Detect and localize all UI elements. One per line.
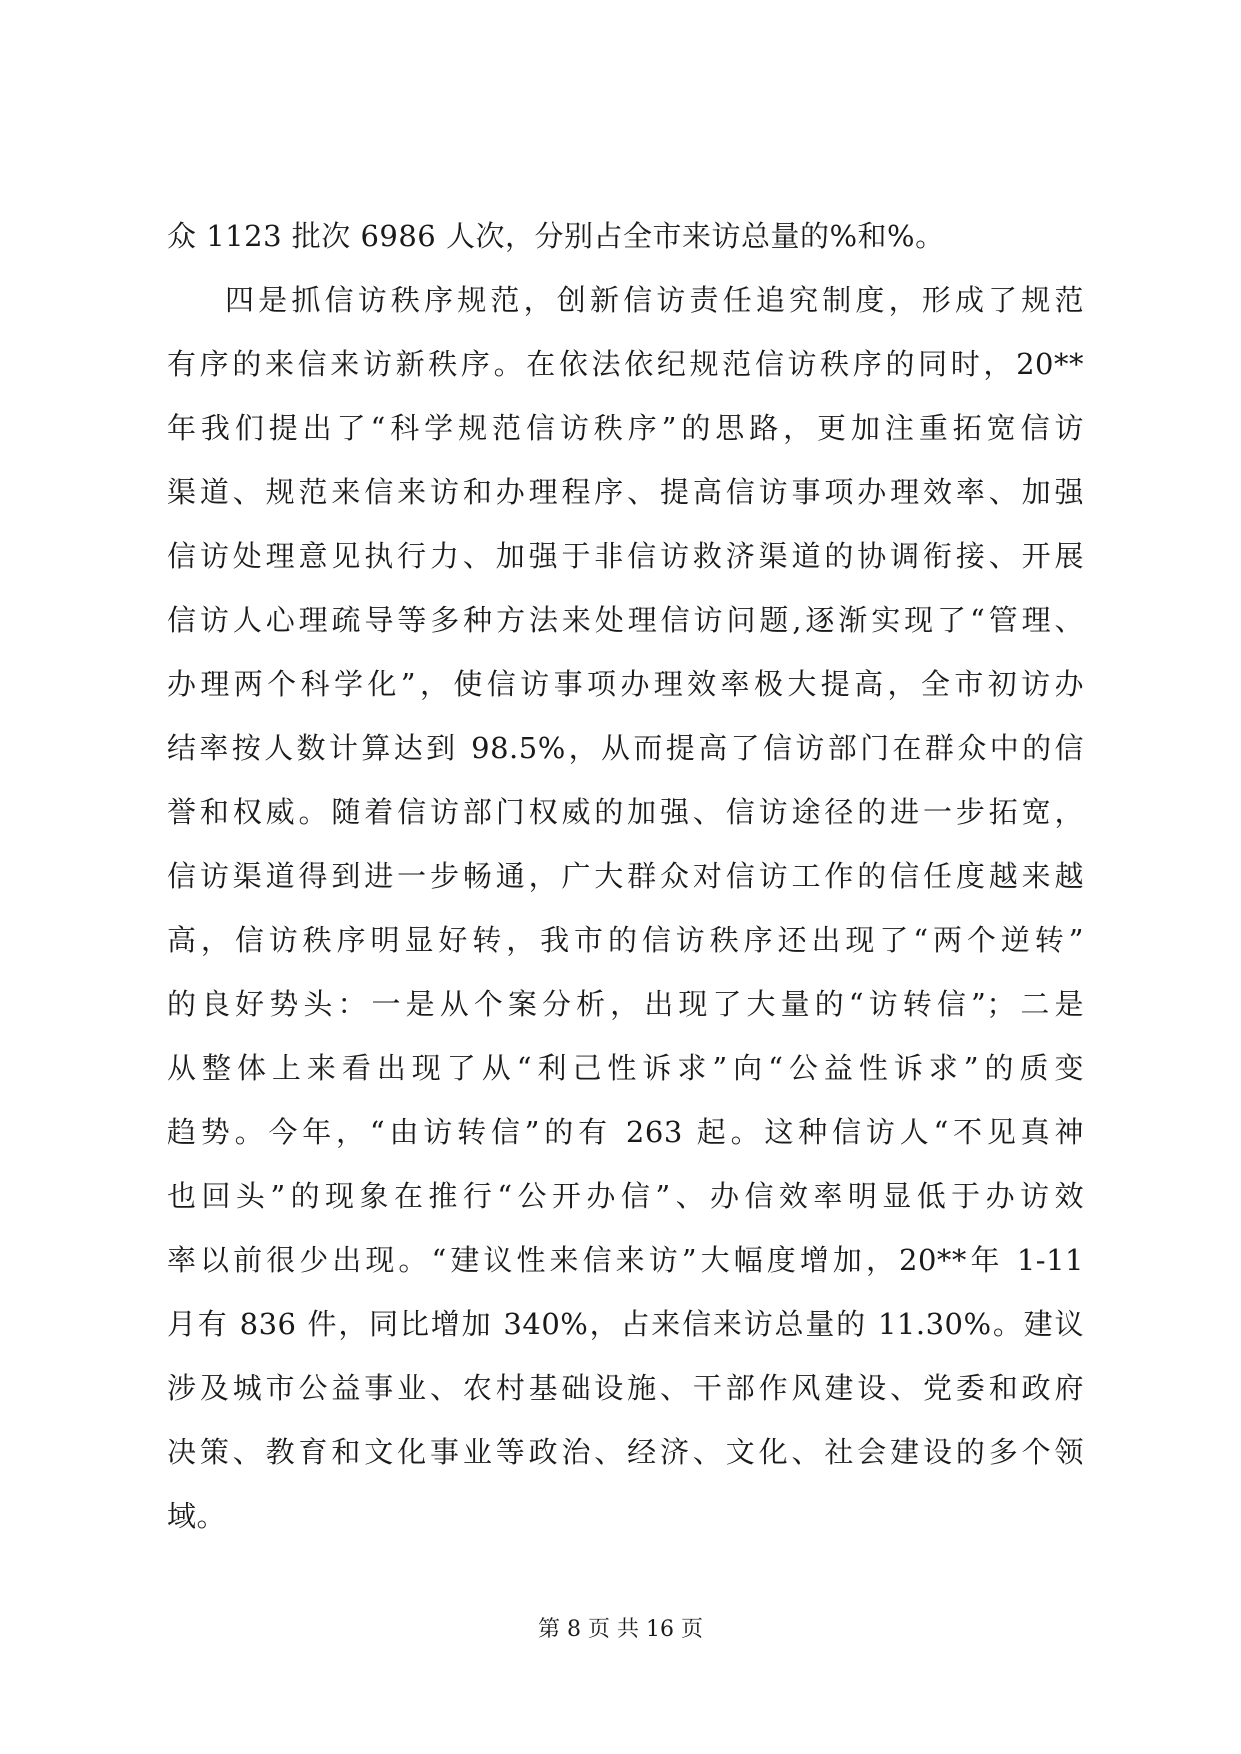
text-line: 域。 xyxy=(167,1499,227,1533)
body-text xyxy=(167,204,1084,1548)
page-footer: 第 8 页 共 16 页 xyxy=(538,1617,703,1642)
text-line: 信访处理意见执行力、加强于非信访救济渠道的协调衔接、开展 xyxy=(167,539,1084,573)
text-line: 从整体上来看出现了从“利己性诉求”向“公益性诉求”的质变 xyxy=(167,1051,1084,1085)
text-line: 众 1123 批次 6986 人次，分别占全市来访总量的%和%。 xyxy=(167,219,945,253)
text-line: 年我们提出了“科学规范信访秩序”的思路，更加注重拓宽信访 xyxy=(167,411,1084,445)
text-line: 信访人心理疏导等多种方法来处理信访问题,逐渐实现了“管理、 xyxy=(167,603,1084,637)
text-line: 月有 836 件，同比增加 340%，占来信来访总量的 11.30%。建议 xyxy=(167,1307,1084,1341)
text-line: 信访渠道得到进一步畅通，广大群众对信访工作的信任度越来越 xyxy=(167,859,1084,893)
text-line: 结率按人数计算达到 98.5%，从而提高了信访部门在群众中的信 xyxy=(167,731,1084,765)
text-line: 有序的来信来访新秩序。在依法依纪规范信访秩序的同时，20** xyxy=(167,347,1084,381)
text-line: 高，信访秩序明显好转，我市的信访秩序还出现了“两个逆转” xyxy=(167,923,1084,957)
text-line: 誉和权威。随着信访部门权威的加强、信访途径的进一步拓宽， xyxy=(167,795,1084,829)
text-line: 四是抓信访秩序规范，创新信访责任追究制度，形成了规范 xyxy=(225,283,1084,317)
text-line: 渠道、规范来信来访和办理程序、提高信访事项办理效率、加强 xyxy=(167,475,1084,509)
text-line: 办理两个科学化”，使信访事项办理效率极大提高，全市初访办 xyxy=(167,667,1084,701)
text-line: 也回头”的现象在推行“公开办信”、办信效率明显低于办访效 xyxy=(167,1179,1084,1213)
text-line: 涉及城市公益事业、农村基础设施、干部作风建设、党委和政府 xyxy=(167,1371,1084,1405)
text-line: 决策、教育和文化事业等政治、经济、文化、社会建设的多个领 xyxy=(167,1435,1084,1469)
text-line: 趋势。今年，“由访转信”的有 263 起。这种信访人“不见真神 xyxy=(167,1115,1084,1149)
text-line: 的良好势头：一是从个案分析，出现了大量的“访转信”；二是 xyxy=(167,987,1084,1021)
text-line: 率以前很少出现。“建议性来信来访”大幅度增加，20**年 1-11 xyxy=(167,1243,1084,1277)
